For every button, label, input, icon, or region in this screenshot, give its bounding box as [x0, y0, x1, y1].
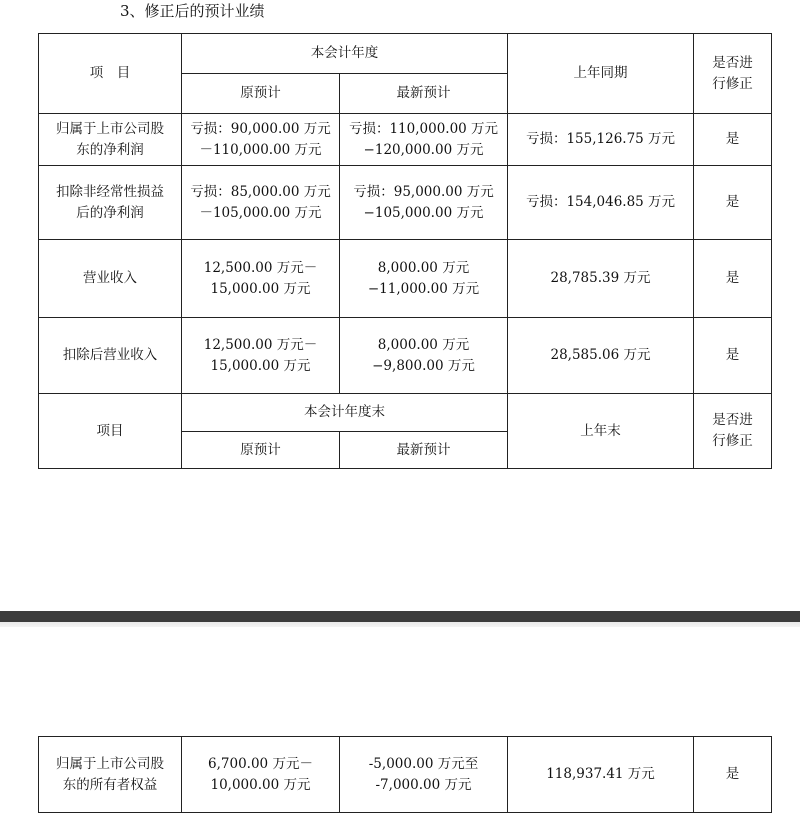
table-row: [39, 737, 772, 813]
section-heading: 3、修正后的预计业绩: [120, 2, 265, 20]
latest-line2: -7,000.00 万元: [375, 776, 472, 793]
item-cell: [39, 737, 182, 813]
latest-line1: 亏损：95,000.00 万元: [353, 183, 494, 200]
header-current-period-cell: 本会计年度: [182, 34, 508, 74]
item-cell: 营业收入: [39, 240, 182, 318]
latest-forecast-cell: [340, 737, 508, 813]
table-row: [39, 318, 772, 394]
last-year-cell: 亏损：154,046.85 万元: [508, 166, 694, 240]
latest-line1: 亏损：110,000.00 万元: [348, 120, 499, 137]
revised-cell: 是: [694, 240, 772, 318]
header-revised-cell: [694, 34, 772, 114]
last-year-cell: 28,785.39 万元: [508, 240, 694, 318]
last-year-cell: 28,585.06 万元: [508, 318, 694, 394]
item-cell: [39, 114, 182, 166]
table-row: [39, 114, 772, 166]
latest-forecast-cell: [340, 114, 508, 166]
orig-line1: 12,500.00 万元－: [203, 259, 318, 276]
orig-line1: 12,500.00 万元－: [203, 336, 318, 353]
item-line1: 归属于上市公司股: [56, 755, 164, 772]
revised-cell: 是: [694, 318, 772, 394]
orig-line1: 亏损：85,000.00 万元: [190, 183, 331, 200]
header-latest-forecast-cell: 最新预计: [340, 74, 508, 114]
original-forecast-cell: [182, 737, 340, 813]
item-line2: 东的净利润: [76, 141, 144, 158]
orig-line1: 6,700.00 万元－: [208, 755, 313, 772]
revised-cell: 是: [694, 737, 772, 813]
header-revised-line2: 行修正: [712, 75, 753, 92]
header-item-cell-2: 项目: [39, 394, 182, 469]
header-original-forecast-cell: 原预计: [182, 74, 340, 114]
header-row-3: [39, 394, 772, 432]
orig-line2: 10,000.00 万元: [210, 776, 311, 793]
header-last-year-cell: 上年同期: [508, 34, 694, 114]
last-year-cell: 亏损：155,126.75 万元: [508, 114, 694, 166]
last-year-end-cell: 118,937.41 万元: [508, 737, 694, 813]
original-forecast-cell: [182, 166, 340, 240]
original-forecast-cell: [182, 318, 340, 394]
item-cell: 扣除后营业收入: [39, 318, 182, 394]
latest-line1: 8,000.00 万元: [377, 336, 470, 353]
item-line2: 东的所有者权益: [62, 776, 158, 793]
latest-forecast-cell: [340, 166, 508, 240]
latest-line2: −9,800.00 万元: [372, 357, 475, 374]
original-forecast-cell: [182, 114, 340, 166]
orig-line2: 15,000.00 万元: [210, 357, 311, 374]
header-last-year-end-cell: 上年末: [508, 394, 694, 469]
latest-line1: -5,000.00 万元至: [368, 755, 479, 772]
orig-line2: －105,000.00 万元: [199, 204, 322, 221]
table-row: [39, 240, 772, 318]
header-revised-line1: 是否进: [712, 412, 753, 428]
latest-forecast-cell: [340, 240, 508, 318]
item-cell: [39, 166, 182, 240]
forecast-table: [38, 33, 772, 469]
latest-line2: −105,000.00 万元: [363, 204, 484, 221]
original-forecast-cell: [182, 240, 340, 318]
latest-line2: −11,000.00 万元: [367, 280, 480, 297]
equity-forecast-table: [38, 736, 772, 813]
revised-cell: 是: [694, 114, 772, 166]
header-revised-line1: 是否进: [712, 54, 753, 71]
latest-forecast-cell: [340, 318, 508, 394]
header-current-period-end-cell: 本会计年度末: [182, 394, 508, 432]
latest-line2: −120,000.00 万元: [363, 141, 484, 158]
table-row: [39, 166, 772, 240]
item-line1: 归属于上市公司股: [56, 120, 164, 137]
page-separator: [0, 611, 800, 627]
header-row-1: [39, 34, 772, 74]
header-revised-cell-2: [694, 394, 772, 469]
revised-cell: 是: [694, 166, 772, 240]
latest-line1: 8,000.00 万元: [377, 259, 470, 276]
header-revised-line2: 行修正: [712, 433, 753, 449]
header-original-forecast-cell-2: 原预计: [182, 432, 340, 469]
item-line2: 后的净利润: [76, 204, 144, 221]
header-latest-forecast-cell-2: 最新预计: [340, 432, 508, 469]
item-line1: 扣除非经常性损益: [56, 183, 164, 200]
header-item-cell: 项 目: [39, 34, 182, 114]
orig-line1: 亏损：90,000.00 万元: [190, 120, 331, 137]
orig-line2: 15,000.00 万元: [210, 280, 311, 297]
orig-line2: －110,000.00 万元: [199, 141, 322, 158]
